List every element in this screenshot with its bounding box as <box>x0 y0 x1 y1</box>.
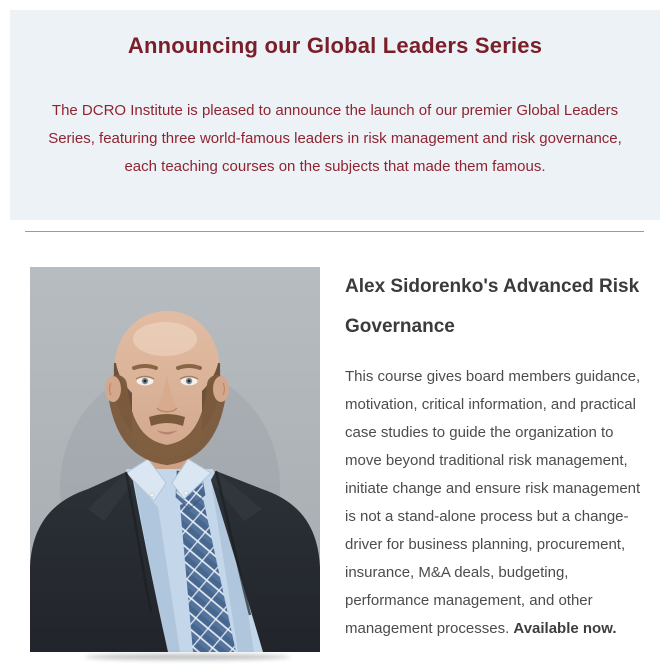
course-text-column <box>345 267 647 652</box>
course-title: Alex Sidorenko's Advanced Risk Governance <box>345 276 640 337</box>
course-section <box>30 267 661 652</box>
availability-label: Available now. <box>513 620 617 637</box>
portrait-photo <box>30 267 320 652</box>
newsletter-page <box>0 10 661 652</box>
course-description <box>345 363 647 643</box>
photo-shadow <box>85 654 290 660</box>
course-description-text: This course gives board members guidance, motivation, critical information, and practical case studies to guide the organization to move beyond traditional risk management, initiate change and ensure risk management is not a stand-alone process but a change-driver for business planning, procurement, insurance, M&A deals, budgeting, performance management, and other management processes. <box>345 368 641 637</box>
course-photo <box>30 267 320 652</box>
announcement-title: Announcing our Global Leaders Series <box>127 33 543 58</box>
section-divider <box>25 231 644 232</box>
announcement-banner <box>10 10 660 220</box>
announcement-body: The DCRO Institute is pleased to announce the launch of our premier Global Leaders Series, featuring three world-famous leaders in risk management and risk governance, each teaching courses on the subjects that made them famous. <box>48 102 622 175</box>
